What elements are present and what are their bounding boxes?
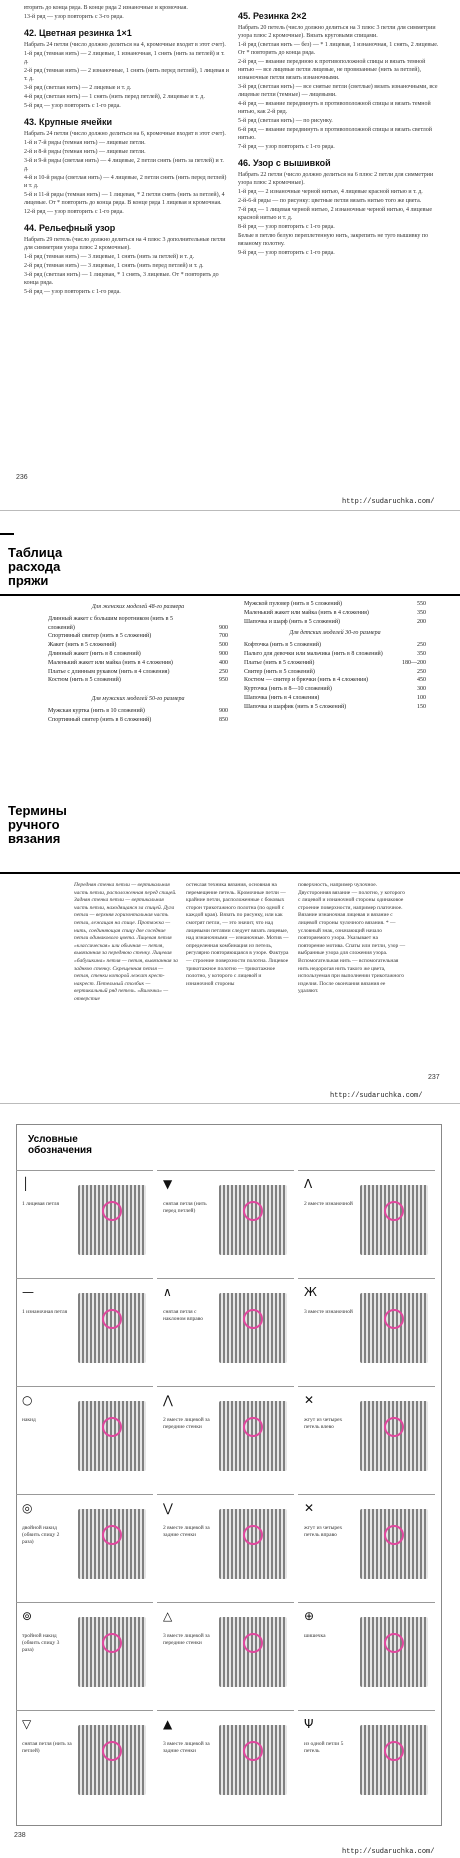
highlight-loop-icon (102, 1417, 122, 1437)
row-label: Платье (нить в 5 сложений) (244, 659, 315, 666)
paragraph: 12-й ряд — узор повторить с 1-го ряда. (24, 209, 124, 215)
highlight-loop-icon (243, 1741, 263, 1761)
black-bar (0, 872, 460, 874)
section-title: 46. Узор с вышивкой (238, 158, 331, 168)
section-title: 43. Крупные ячейки (24, 117, 113, 127)
highlight-loop-icon (384, 1417, 404, 1437)
table-row (244, 641, 426, 650)
row-value: 180—200 (402, 659, 426, 666)
terms-col-3: поверхность, например чулочное. Двусторонняя вязание — полотно, у которого с лицевой и изнаночной стороны одинаковое строение поверхности, например платочное. Вязание изнаночная лицевая и вязание с лицевой стороны чулочного вязания. * — условный знак, означающий начало повторяемого узора. Указывает на повторение мотива. Спаты или петли, узор — выбранные узора для сложения узора. Вспомогательная нить — вспомогательная нить недорогая нить такого же цвета, используемая при выполнении трикотажного изделия. После окончания вязания ее удаляют. (298, 882, 406, 995)
terms-section (0, 802, 460, 1102)
symbol-caption: 1 лицевая петля (22, 1201, 59, 1207)
symbol-glyph-icon: ⊚ (22, 1609, 33, 1623)
symbol-caption: 2 вместе изнаночной (304, 1201, 353, 1207)
row-value: 300 (417, 686, 426, 693)
table-row (48, 650, 228, 659)
page-number: 238 (14, 1832, 26, 1839)
yarn-section (0, 512, 460, 802)
symbol-glyph-icon: ✕ (304, 1393, 315, 1407)
paragraph: 3-й и 9-й ряды (светлая нить) — 4 лицевые, 2 петли снять (нить за петлей) и т. д. (24, 158, 224, 172)
row-label: Костюм (нить в 5 сложений) (48, 677, 121, 684)
paragraph: 2-й-6-й ряды — по рисунку: цветные петли вязать нитью того же цвета. (238, 198, 422, 204)
separator (0, 510, 460, 511)
highlight-loop-icon (102, 1741, 122, 1761)
row-label: Платье с длинным рукавом (нить в 4 сложения) (48, 668, 170, 675)
table-row (244, 609, 426, 618)
row-value: 500 (219, 642, 228, 649)
symbol-cell (298, 1710, 435, 1815)
paragraph: 3-й ряд (светлая нить) — 1 лицевая, * 1 снять, 3 лицевые. От * повторить до конца ряда. (24, 272, 219, 286)
symbol-glyph-icon: ▼ (163, 1177, 173, 1191)
paragraph: Набрать 24 петли (число должно делиться на 4, кромочные входят в этот счет). (24, 42, 226, 48)
table-row (244, 618, 426, 627)
paragraph: 5-й ряд — узор повторить с 1-го ряда. (24, 289, 121, 295)
symbol-cell (16, 1494, 153, 1599)
row-label: Шапочка и шарф (нить в 5 сложений) (244, 618, 341, 625)
symbol-caption: 2 вместе лицевой за задние стенки (163, 1525, 210, 1538)
source-url[interactable]: http://sudaruchka.com/ (342, 498, 435, 506)
symbol-cell (16, 1602, 153, 1707)
symbol-cell (157, 1710, 294, 1815)
yarn-right-table (244, 600, 426, 712)
table-header-kids: Для детских моделей 30-го размера (289, 630, 381, 637)
row-value: 950 (219, 677, 228, 684)
symbol-glyph-icon: Ψ (304, 1717, 314, 1731)
symbol-caption: накид (22, 1417, 36, 1423)
row-value: 100 (417, 694, 426, 701)
paragraph: 2-й ряд — вязание переднюю к противоположной спицы и вязать темной нитью — все лицевые петли лицевые, не провязанные (нить за петлей), изнаночные петли вязать изнаночными. (238, 59, 426, 81)
symbol-glyph-icon: Ж (304, 1285, 317, 1299)
symbol-cell (298, 1386, 435, 1491)
source-url[interactable]: http://sudaruchka.com/ (342, 1848, 435, 1856)
row-label: Спортивный свитер (нить в 8 сложений) (48, 716, 152, 723)
paragraph: вторить до конца ряда. В конце ряда 2 изнаночные и кромочная. (24, 5, 188, 11)
paragraph: 4-й ряд (светлая нить) — 1 снять (нить перед петлей), 2 лицевые и т. д. (24, 94, 205, 100)
paragraph: 8-й ряд — узор повторить с 1-го ряда. (238, 224, 335, 230)
paragraph: 4-й и 10-й ряды (светлая нить) — 4 лицевые, 2 петли снять (нить перед петлей) и т. д. (24, 175, 227, 189)
left-column (24, 4, 229, 297)
table-row (48, 659, 228, 668)
symbol-cell (16, 1170, 153, 1275)
terms-heading: Термины ручного вязания (8, 803, 67, 846)
yarn-left-table (48, 600, 228, 725)
symbol-caption: снятая петля (нить перед петлей) (163, 1201, 207, 1214)
table-row (48, 632, 228, 641)
symbols-section (0, 1110, 460, 1858)
row-label: Спортивный свитер (нить в 5 сложений) (48, 633, 152, 640)
paragraph: 3-й ряд (светлая нить) — 2 лицевые и т. д. (24, 85, 132, 91)
source-url[interactable]: http://sudaruchka.com/ (330, 1092, 423, 1100)
row-label: Свитер (нить в 5 сложений) (244, 668, 315, 675)
highlight-loop-icon (102, 1633, 122, 1653)
table-row (48, 707, 228, 716)
row-value: 700 (219, 633, 228, 640)
symbol-caption: двойной накид (обвить спицу 2 раза) (22, 1525, 60, 1545)
symbols-heading: Условные обозначения (28, 1134, 92, 1156)
table-row (244, 668, 426, 677)
highlight-loop-icon (384, 1741, 404, 1761)
table-row (244, 650, 426, 659)
row-value: 900 (219, 650, 228, 657)
symbol-caption: 3 вместе изнаночной (304, 1309, 353, 1315)
symbol-caption: 1 изнаночная петля (22, 1309, 68, 1315)
table-row (48, 716, 228, 725)
highlight-loop-icon (243, 1633, 263, 1653)
row-label: Длинный жакет с большим воротником (нить в 5 сложений) (48, 615, 173, 631)
table-header-women: Для женских моделей 48-го размера (91, 604, 185, 610)
black-bar (0, 594, 460, 596)
symbol-cell (157, 1386, 294, 1491)
symbol-cell (298, 1602, 435, 1707)
row-value: 150 (417, 703, 426, 710)
symbol-glyph-icon: ∧ (163, 1285, 172, 1299)
table-row (244, 694, 426, 703)
paragraph: Набрать 22 петли (число должно делиться на 6 плюс 2 петли для симметрии узора плюс 2 кромочные). (238, 172, 434, 186)
table-row (244, 659, 426, 668)
table-row (244, 685, 426, 694)
row-label: Мужская куртка (нить в 10 сложений) (48, 707, 145, 714)
page-236 (0, 0, 460, 520)
right-column (238, 4, 443, 258)
table-row (244, 703, 426, 712)
symbol-cell (157, 1494, 294, 1599)
paragraph: 5-й и 11-й ряды (темная нить) — 1 лицевая, * 2 петли снять (нить за петлей), 4 лицевые. От * повторить до конца ряда. В конце ряда 1 лицевая и кромочная. (24, 192, 225, 206)
separator (0, 1103, 460, 1104)
highlight-loop-icon (384, 1633, 404, 1653)
paragraph: 6-й ряд — вязание передвинуть в противоположной спицы и вязать светлой нитью. (238, 127, 433, 141)
symbol-cell (298, 1170, 435, 1275)
table-row (244, 600, 426, 609)
symbol-cell (16, 1386, 153, 1491)
symbol-glyph-icon: ⊕ (304, 1609, 315, 1623)
paragraph: 2-й и 8-й ряды (темная нить) — лицевые петли. (24, 149, 146, 155)
row-label: Жакет (нить в 5 сложений) (48, 642, 117, 649)
table-row (48, 676, 228, 685)
symbol-glyph-icon: Ʌ (304, 1177, 313, 1191)
highlight-loop-icon (243, 1309, 263, 1329)
row-label: Шапочка (нить в 4 сложения) (244, 694, 320, 701)
highlight-loop-icon (384, 1309, 404, 1329)
symbol-caption: снятая петля с наклоном вправо (163, 1309, 204, 1322)
row-value: 550 (417, 601, 426, 607)
row-value: 450 (417, 677, 426, 684)
symbol-glyph-icon: ✕ (304, 1501, 315, 1515)
symbol-cell (298, 1494, 435, 1599)
symbol-caption: 2 вместе лицевой за передние стенки (163, 1417, 210, 1430)
symbol-caption: жгут из четырех петель вправо (304, 1525, 343, 1538)
row-label: Мужской пуловер (нить в 5 сложений) (244, 601, 343, 607)
symbol-glyph-icon: ▽ (22, 1717, 32, 1731)
row-label: Маленький жакет или майка (нить в 4 сложения) (48, 659, 173, 666)
paragraph: 1-й ряд (светлая нить — без) — * 1 лицевая, 1 изнаночная, 1 снять, 2 лицевые. От * повторить до конца ряда. (238, 42, 439, 56)
symbol-caption: шишечка (304, 1633, 326, 1639)
symbol-glyph-icon: ⋀ (163, 1393, 173, 1407)
row-value: 350 (417, 609, 426, 616)
symbol-glyph-icon: ⋁ (163, 1501, 173, 1515)
row-label: Кофточка (нить в 5 сложений) (244, 642, 321, 649)
symbol-glyph-icon: ▲ (163, 1717, 173, 1731)
symbol-glyph-icon: ◎ (22, 1501, 33, 1515)
highlight-loop-icon (102, 1525, 122, 1545)
symbol-glyph-icon: — (22, 1285, 34, 1299)
paragraph: 1-й ряд — 2 изнаночные черной нитью, 4 лицевые красной нитью и т. д. (238, 189, 423, 195)
paragraph: Набрать 24 петли (число должно делиться на 6, кромочные входят в этот счет). (24, 131, 226, 137)
paragraph: 3-й ряд (светлая нить) — все снятые петли (светлые) вязать изнаночными, все лицевые петли (темные) — лицевыми. (238, 84, 438, 98)
highlight-loop-icon (102, 1201, 122, 1221)
highlight-loop-icon (102, 1309, 122, 1329)
row-value: 250 (219, 668, 228, 675)
symbol-cell (157, 1602, 294, 1707)
paragraph: 5-й ряд (светлая нить) — по рисунку. (238, 118, 333, 124)
row-value: 250 (417, 668, 426, 675)
row-label: Костюм — свитер и брючки (нить в 4 сложения) (244, 677, 369, 684)
highlight-loop-icon (243, 1201, 263, 1221)
paragraph: 7-й ряд — 1 лицевая черной нитью, 2 изнаночные черной нитью, 4 лицевые красной нитью и т. д. (238, 207, 433, 221)
symbol-caption: 3 вместе лицевой за передние стенки (163, 1633, 210, 1646)
paragraph: Набрать 29 петель (число должно делиться на 4 плюс 3 дополнительные петли для симметрии узора плюс 2 кромочные). (24, 237, 226, 251)
paragraph: Белые в петлю белую переплетенную нить, закрепить не туго вышивку по вязаному полотну. (238, 233, 429, 247)
paragraph: 1-й ряд (темная нить) — 2 лицевые, 1 изнаночная, 1 снять (нить за петлей) и т. д. (24, 51, 225, 65)
row-value: 400 (219, 659, 228, 666)
paragraph: 7-й ряд — узор повторить с 1-го ряда. (238, 144, 335, 150)
highlight-loop-icon (384, 1525, 404, 1545)
symbol-caption: из одной петли 5 петель (304, 1741, 344, 1754)
table-row (244, 676, 426, 685)
paragraph: 13-й ряд — узор повторить с 3-го ряда. (24, 14, 124, 20)
symbols-grid (16, 1170, 440, 1820)
paragraph: 1-й и 7-й ряды (темная нить) — лицевые петли. (24, 140, 146, 146)
highlight-loop-icon (243, 1417, 263, 1437)
symbol-cell (298, 1278, 435, 1383)
paragraph: 1-й ряд (темная нить) — 3 лицевые, 1 снять (нить за петлей) и т. д. (24, 254, 195, 260)
row-label: Пальто для девочки или мальчика (нить в 8 сложений) (244, 650, 383, 657)
row-value: 250 (417, 642, 426, 649)
row-value: 850 (219, 716, 228, 723)
row-label: Маленький жакет или майка (нить в 4 сложения) (244, 609, 369, 616)
row-label: Шапочка и шарфик (нить в 5 сложений) (244, 703, 347, 710)
symbol-glyph-icon: ○ (22, 1393, 33, 1407)
paragraph: 2-й ряд (темная нить) — 3 лицевые, 1 снять (нить перед петлей) и т. д. (24, 263, 204, 269)
black-bar (0, 533, 14, 535)
table-row (48, 641, 228, 650)
paragraph: Набрать 20 петель (число должно делиться на 3 плюс 3 петли для симметрии узора плюс 2 кромочные). Вязать круговыми спицами. (238, 25, 436, 39)
section-title: 44. Рельефный узор (24, 223, 116, 233)
paragraph: 5-й ряд — узор повторить с 1-го ряда. (24, 103, 121, 109)
section-title: 45. Резинка 2×2 (238, 11, 307, 21)
terms-col-2: остеклая техника вязания, основная на перемещение петель. Кромочные петли — крайние петли, расположенные с боковых сторон трикотажного полотна (по одной с каждой края). Вязать по рисунку, или как смотрят петли, — это значит, что над лицевыми петлями следует вязать лицевые, над изнаночными — изнаночные. Мотив — определенная комбинация из петель, регулярно повторяющаяся в узоре. Фактура — строение поверхности полотна. Лицевое трикотажное полотно — трикотажное полотно, у которого с лицевой и изнаночной стороны (186, 882, 289, 987)
row-value: 900 (219, 624, 228, 631)
page-number: 236 (16, 474, 28, 481)
paragraph: 9-й ряд — узор повторить с 1-го ряда. (238, 250, 335, 256)
section-title: 42. Цветная резинка 1×1 (24, 28, 132, 38)
row-value: 200 (417, 618, 426, 625)
row-label: Курточка (нить в 8—10 сложений) (244, 686, 332, 693)
symbol-caption: 3 вместе лицевой за задние стенки (163, 1741, 210, 1754)
paragraph: 2-й ряд (темная нить) — 2 изнаночные, 1 снять (нить перед петлей), 1 лицевая и т. д. (24, 68, 229, 82)
symbol-caption: жгут из четырех петель влево (304, 1417, 343, 1430)
symbol-cell (16, 1710, 153, 1815)
paragraph: 4-й ряд — вязание передвинуть в противоположной спицы и вязать темной нитью, как 2-й ряд. (238, 101, 431, 115)
symbol-cell (157, 1278, 294, 1383)
table-header-men: Для мужских моделей 50-го размера (91, 696, 185, 703)
symbol-caption: тройной накид (обвить спицу 3 раза) (22, 1633, 60, 1653)
row-label: Длинный жакет (нить в 8 сложений) (48, 650, 141, 657)
table-row (48, 615, 228, 633)
symbol-caption: снятая петля (нить за петлей) (22, 1741, 72, 1754)
symbol-glyph-icon: │ (22, 1177, 30, 1191)
symbol-cell (16, 1278, 153, 1383)
row-value: 350 (417, 650, 426, 657)
highlight-loop-icon (384, 1201, 404, 1221)
highlight-loop-icon (243, 1525, 263, 1545)
symbol-cell (157, 1170, 294, 1275)
symbol-glyph-icon: △ (163, 1609, 173, 1623)
terms-col-1: Передняя стенка петли — вертикальная часть петли, расположенная перед спицей. Задняя стенка петли — вертикальная часть петли, находящаяся за спицей. Дуга петли — верхняя горизонтальная часть петли, лежащая на спице. Протяжка — нить, соединяющая спицу две соседние петли одинакового цвета. Лицевая петля «классическая» или обычная — петля, вывязанная за переднюю стенку. Лицевая «бабушкина» петля — петля, вывязанная за заднюю стенку. Скрещенная петля — петля, стенки которой лежат крест-накрест. Петельный столбик — вертикальный ряд петель. «Вилочка» — отверстие (74, 882, 178, 1002)
yarn-heading: Таблица расхода пряжи (8, 545, 63, 588)
page-number: 237 (428, 1074, 440, 1081)
row-value: 900 (219, 707, 228, 714)
table-row (48, 668, 228, 677)
